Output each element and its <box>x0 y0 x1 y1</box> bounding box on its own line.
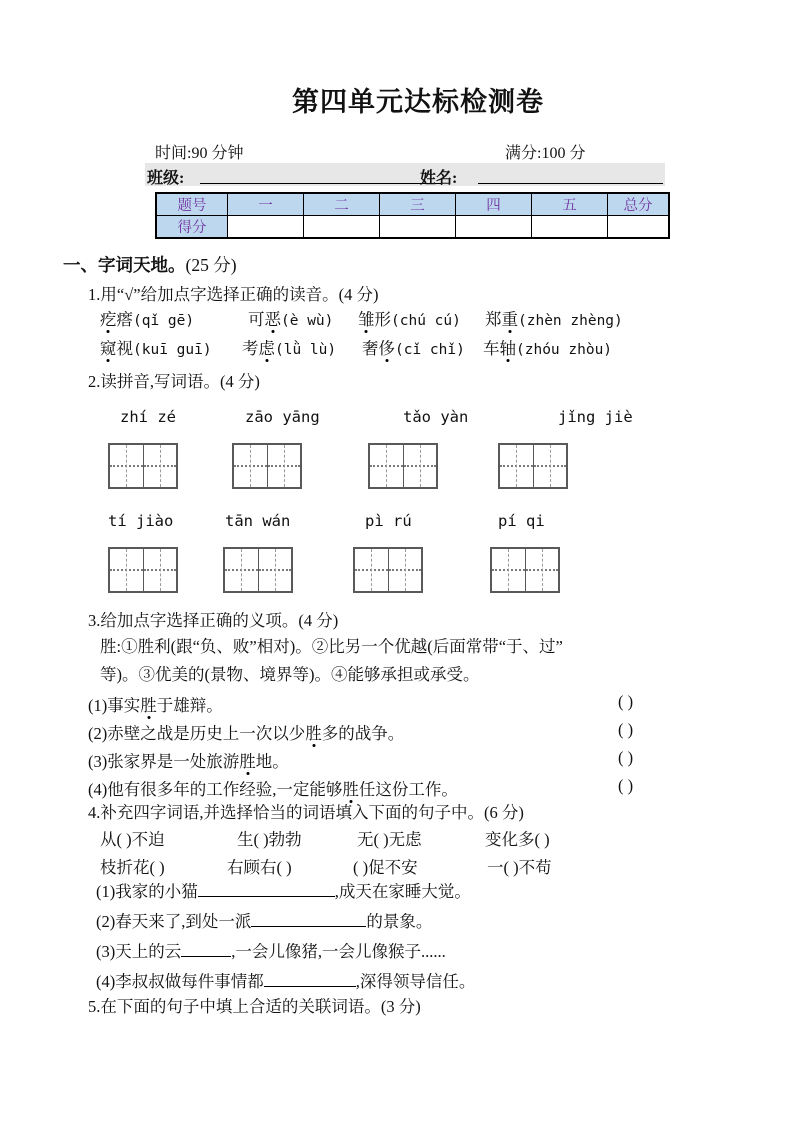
q4-sentence-1 <box>96 878 471 902</box>
pinyin-options[interactable]: (lǜ lù) <box>275 342 337 358</box>
sentence-post: 多的战争。 <box>321 724 405 743</box>
q1-item-2 <box>248 306 333 330</box>
sentence-pre: (4)他有很多年的工作经验,一定能够 <box>88 780 343 799</box>
sentence-post: 地。 <box>255 752 289 771</box>
pinyin-word: jǐng jiè <box>558 408 633 426</box>
q1-item-7 <box>362 335 465 359</box>
writing-grid[interactable] <box>108 547 178 593</box>
q1-label: 1.用“√”给加点字选择正确的读音。(4 分) <box>88 285 379 304</box>
score-table-header-row <box>156 193 669 216</box>
q5-label: 5.在下面的句子中填上合适的关联词语。(3 分) <box>88 997 421 1016</box>
name-input-line[interactable] <box>478 163 663 184</box>
score-table-col-3: 三 <box>380 193 456 216</box>
q3-item-2 <box>88 720 404 744</box>
score-table-score-row <box>156 216 669 239</box>
q2-label: 2.读拼音,写词语。(4 分) <box>88 372 260 391</box>
sentence-pre: (1)我家的小猫 <box>96 882 198 901</box>
pinyin-word: zhí zé <box>120 408 176 426</box>
idiom-blank[interactable]: 从( )不迫 <box>100 830 165 849</box>
sentence-post: ,一会儿像猪,一会儿像猴子...... <box>231 942 446 961</box>
sentence-post: 的景象。 <box>366 912 433 931</box>
pinyin-word: tí jiào <box>108 512 174 530</box>
dotted-char: 轴 <box>500 335 517 359</box>
word-pre: 奢 <box>362 339 379 358</box>
pinyin-options[interactable]: (zhèn zhèng) <box>518 313 623 329</box>
word-post: 瘩 <box>116 310 133 329</box>
sentence-post: 任这份工作。 <box>358 780 458 799</box>
writing-grid[interactable] <box>368 443 438 489</box>
score-table-corner: 题号 <box>156 193 228 216</box>
sentence-pre: (1)事实 <box>88 696 141 715</box>
class-input-line[interactable] <box>200 163 442 184</box>
pinyin-options[interactable]: (qǐ gē) <box>133 313 195 329</box>
section-1-heading <box>63 252 237 277</box>
page-title: 第四单元达标检测卷 <box>292 87 544 117</box>
pinyin-options[interactable]: (chú cú) <box>391 313 461 329</box>
score-table-col-2: 二 <box>304 193 380 216</box>
idiom-blank[interactable]: 枝折花( ) <box>100 858 165 877</box>
q1-item-6 <box>242 335 336 359</box>
dotted-char: 窥 <box>100 335 117 359</box>
answer-bracket[interactable]: ( ) <box>618 692 634 711</box>
answer-bracket[interactable]: ( ) <box>618 748 634 767</box>
q1-item-5 <box>100 335 212 359</box>
full-score-label: 满分:100 分 <box>505 145 586 162</box>
dotted-char: 虑 <box>259 335 276 359</box>
idiom-blank[interactable]: 一( )不苟 <box>487 858 552 877</box>
q1-item-4 <box>485 306 623 330</box>
writing-grid[interactable] <box>490 547 560 593</box>
dotted-char: 疙 <box>100 306 117 330</box>
score-table <box>155 192 670 239</box>
pinyin-word: zāo yāng <box>245 408 320 426</box>
word-pre: 车 <box>483 339 500 358</box>
dotted-char: 雏 <box>358 306 375 330</box>
score-cell[interactable] <box>304 216 380 239</box>
score-cell[interactable] <box>380 216 456 239</box>
pinyin-options[interactable]: (cǐ chǐ) <box>395 342 465 358</box>
q4-sentence-3 <box>96 938 446 962</box>
score-cell[interactable] <box>608 216 670 239</box>
sentence-post: ,深得领导信任。 <box>355 972 476 991</box>
name-label: 姓名: <box>420 170 458 187</box>
section-1-title: 一、字词天地。 <box>63 255 186 275</box>
q3-item-3 <box>88 748 289 772</box>
q4-sentence-4 <box>96 968 475 992</box>
score-cell[interactable] <box>228 216 304 239</box>
dotted-char: 胜 <box>140 692 157 716</box>
idiom-blank[interactable]: 右顾右( ) <box>227 858 292 877</box>
writing-grid[interactable] <box>353 547 423 593</box>
pinyin-word: tān wán <box>225 512 291 530</box>
idiom-blank[interactable]: 无( )无虑 <box>357 830 422 849</box>
score-table-col-4: 四 <box>456 193 532 216</box>
word-post: 视 <box>116 339 133 358</box>
word-post: 形 <box>374 310 391 329</box>
q1-item-1 <box>100 306 194 330</box>
word-pre: 可 <box>248 310 265 329</box>
pinyin-word: pì rú <box>365 512 412 530</box>
pinyin-options[interactable]: (kuī guī) <box>133 342 212 358</box>
q3-definition-line-2: 等)。③优美的(景物、境界等)。④能够承担或承受。 <box>100 665 480 684</box>
pinyin-word: pí qi <box>498 512 545 530</box>
score-row-label: 得分 <box>156 216 228 239</box>
sentence-pre: (2)赤壁之战是历史上一次以少 <box>88 724 306 743</box>
score-cell[interactable] <box>456 216 532 239</box>
fill-blank[interactable] <box>264 971 356 987</box>
pinyin-word: tǎo yàn <box>403 408 469 426</box>
score-table-col-1: 一 <box>228 193 304 216</box>
answer-bracket[interactable]: ( ) <box>618 720 634 739</box>
q3-definition-line-1: 胜:①胜利(跟“负、败”相对)。②比另一个优越(后面常带“于、过” <box>100 637 563 656</box>
sentence-post: 于雄辩。 <box>156 696 223 715</box>
q3-item-1 <box>88 692 223 716</box>
idiom-blank[interactable]: 变化多( ) <box>485 830 550 849</box>
pinyin-options[interactable]: (zhóu zhòu) <box>516 342 613 358</box>
section-1-score: (25 分) <box>185 255 237 275</box>
idiom-blank[interactable]: ( )促不安 <box>353 858 418 877</box>
pinyin-options[interactable]: (è wù) <box>281 313 334 329</box>
fill-blank[interactable] <box>251 911 366 927</box>
q1-item-3 <box>358 306 461 330</box>
idiom-blank[interactable]: 生( )勃勃 <box>237 830 302 849</box>
class-label: 班级: <box>147 170 185 187</box>
q3-label: 3.给加点字选择正确的义项。(4 分) <box>88 611 339 630</box>
score-table-col-5: 五 <box>532 193 608 216</box>
q4-sentence-2 <box>96 908 432 932</box>
word-pre: 郑 <box>485 310 502 329</box>
dotted-char: 胜 <box>342 776 359 800</box>
sentence-post: ,成天在家睡大觉。 <box>334 882 471 901</box>
dotted-char: 胜 <box>305 720 322 744</box>
sentence-pre: (2)春天来了,到处一派 <box>96 912 252 931</box>
dotted-char: 胜 <box>239 748 256 772</box>
writing-grid[interactable] <box>232 443 302 489</box>
dotted-char: 重 <box>502 306 519 330</box>
fill-blank[interactable] <box>181 941 231 957</box>
dotted-char: 侈 <box>379 335 396 359</box>
sentence-pre: (4)李叔叔做每件事情都 <box>96 972 264 991</box>
q3-item-4 <box>88 776 458 800</box>
fill-blank[interactable] <box>198 881 335 897</box>
score-table-col-total: 总分 <box>608 193 670 216</box>
dotted-char: 恶 <box>265 306 282 330</box>
q4-label: 4.补充四字词语,并选择恰当的词语填入下面的句子中。(6 分) <box>88 803 524 822</box>
class-name-band <box>145 163 665 186</box>
score-cell[interactable] <box>532 216 608 239</box>
answer-bracket[interactable]: ( ) <box>618 776 634 795</box>
q1-item-8 <box>483 335 612 359</box>
sentence-pre: (3)天上的云 <box>96 942 182 961</box>
writing-grid[interactable] <box>108 443 178 489</box>
time-label: 时间:90 分钟 <box>155 145 244 162</box>
writing-grid[interactable] <box>223 547 293 593</box>
sentence-pre: (3)张家界是一处旅游 <box>88 752 240 771</box>
writing-grid[interactable] <box>498 443 568 489</box>
word-pre: 考 <box>242 339 259 358</box>
